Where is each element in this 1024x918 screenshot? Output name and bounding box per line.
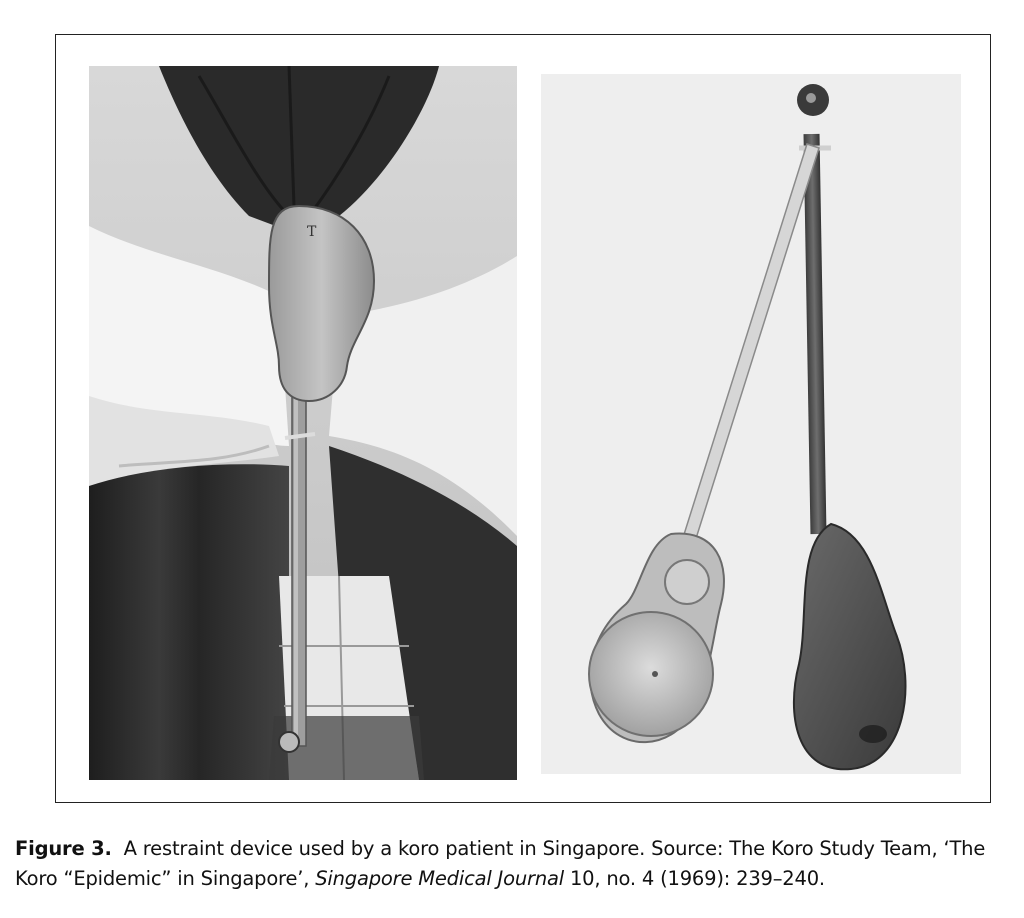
- device-in-use-illustration: [89, 66, 517, 780]
- figure-label: Figure 3.: [15, 837, 112, 860]
- citation-details: 10, no. 4 (1969): 239–240.: [569, 867, 825, 890]
- device-open-illustration: [541, 74, 961, 774]
- figure-caption: [15, 834, 1015, 894]
- figure-frame: [55, 34, 991, 803]
- device-open-photo: [541, 74, 961, 774]
- caption-text: A restraint device used by a koro patient in Singapore. Source: The Koro Study Team, ‘The Koro “Epidemic” in Singapore’,: [15, 837, 986, 890]
- journal-title: Singapore Medical Journal: [315, 867, 564, 890]
- device-in-use-photo: [89, 66, 517, 780]
- svg-text:T: T: [307, 224, 317, 240]
